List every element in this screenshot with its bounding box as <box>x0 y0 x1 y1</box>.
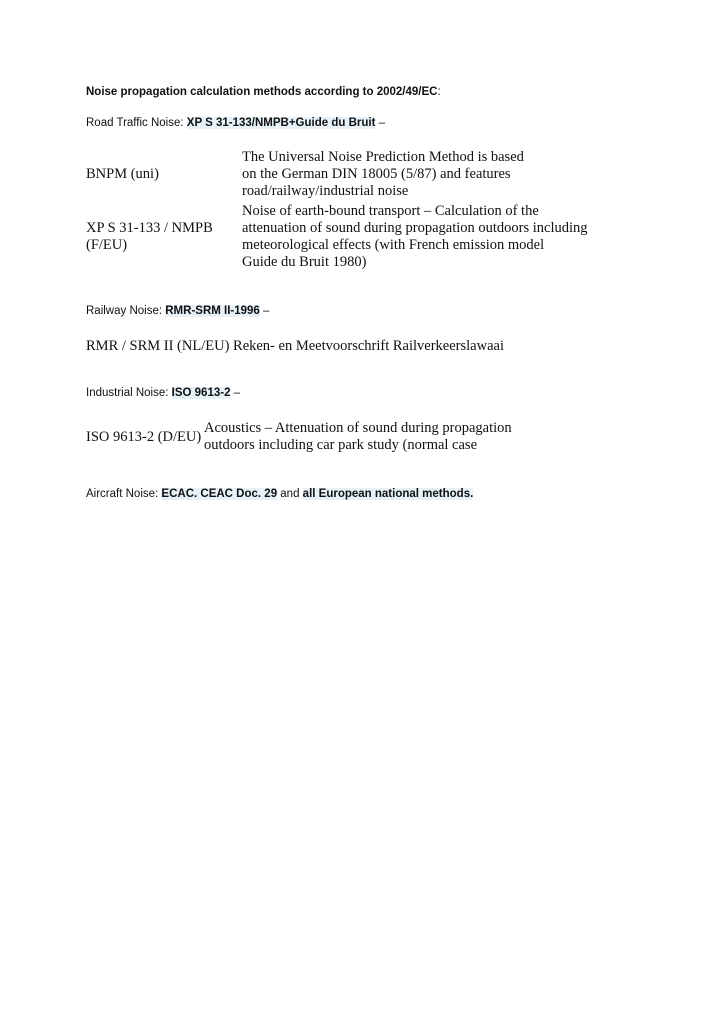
document-heading <box>86 86 441 98</box>
industrial-dash: – <box>230 387 241 399</box>
industrial-method-desc <box>204 420 512 454</box>
method-name-xps <box>86 220 213 254</box>
name-line: (F/EU) <box>86 237 128 253</box>
aircraft-joiner: and <box>277 488 303 500</box>
desc-line: on the German DIN 18005 (5/87) and features <box>242 166 511 182</box>
road-traffic-heading <box>86 117 385 129</box>
railway-heading <box>86 305 269 317</box>
road-traffic-dash: – <box>375 117 386 129</box>
aircraft-heading <box>86 488 473 500</box>
aircraft-method-highlight-1: ECAC. CEAC Doc. 29 <box>161 488 278 500</box>
road-traffic-label: Road Traffic Noise: <box>86 117 187 129</box>
desc-line: Guide du Bruit 1980) <box>242 254 367 270</box>
aircraft-label: Aircraft Noise: <box>86 488 162 500</box>
industrial-method-highlight: ISO 9613-2 <box>171 387 231 399</box>
industrial-heading <box>86 387 240 399</box>
name-line: XP S 31-133 / NMPB <box>86 220 213 236</box>
desc-line: Noise of earth-bound transport – Calculation of the <box>242 203 539 219</box>
desc-line: The Universal Noise Prediction Method is based <box>242 149 524 165</box>
desc-line: attenuation of sound during propagation outdoors including <box>242 220 588 236</box>
road-traffic-method-highlight: XP S 31-133/NMPB+Guide du Bruit <box>186 117 376 129</box>
railway-method-highlight: RMR-SRM II-1996 <box>165 305 260 317</box>
desc-line: outdoors including car park study (normal case <box>204 437 478 453</box>
method-desc-xps <box>242 203 588 271</box>
aircraft-method-highlight-2: all European national methods. <box>302 488 474 500</box>
desc-line: road/railway/industrial noise <box>242 183 409 199</box>
heading-colon: : <box>437 86 441 98</box>
method-name-bnpm: BNPM (uni) <box>86 166 159 182</box>
desc-line: Acoustics – Attenuation of sound during propagation <box>204 420 512 436</box>
railway-dash: – <box>259 305 270 317</box>
method-desc-bnpm <box>242 149 524 200</box>
heading-text: Noise propagation calculation methods according to 2002/49/EC <box>86 86 438 98</box>
industrial-label: Industrial Noise: <box>86 387 172 399</box>
industrial-method-name: ISO 9613-2 (D/EU) <box>86 429 202 445</box>
desc-line: meteorological effects (with French emission model <box>242 237 545 253</box>
railway-label: Railway Noise: <box>86 305 166 317</box>
railway-method: RMR / SRM II (NL/EU) Reken- en Meetvoorschrift Railverkeerslawaai <box>86 338 504 354</box>
